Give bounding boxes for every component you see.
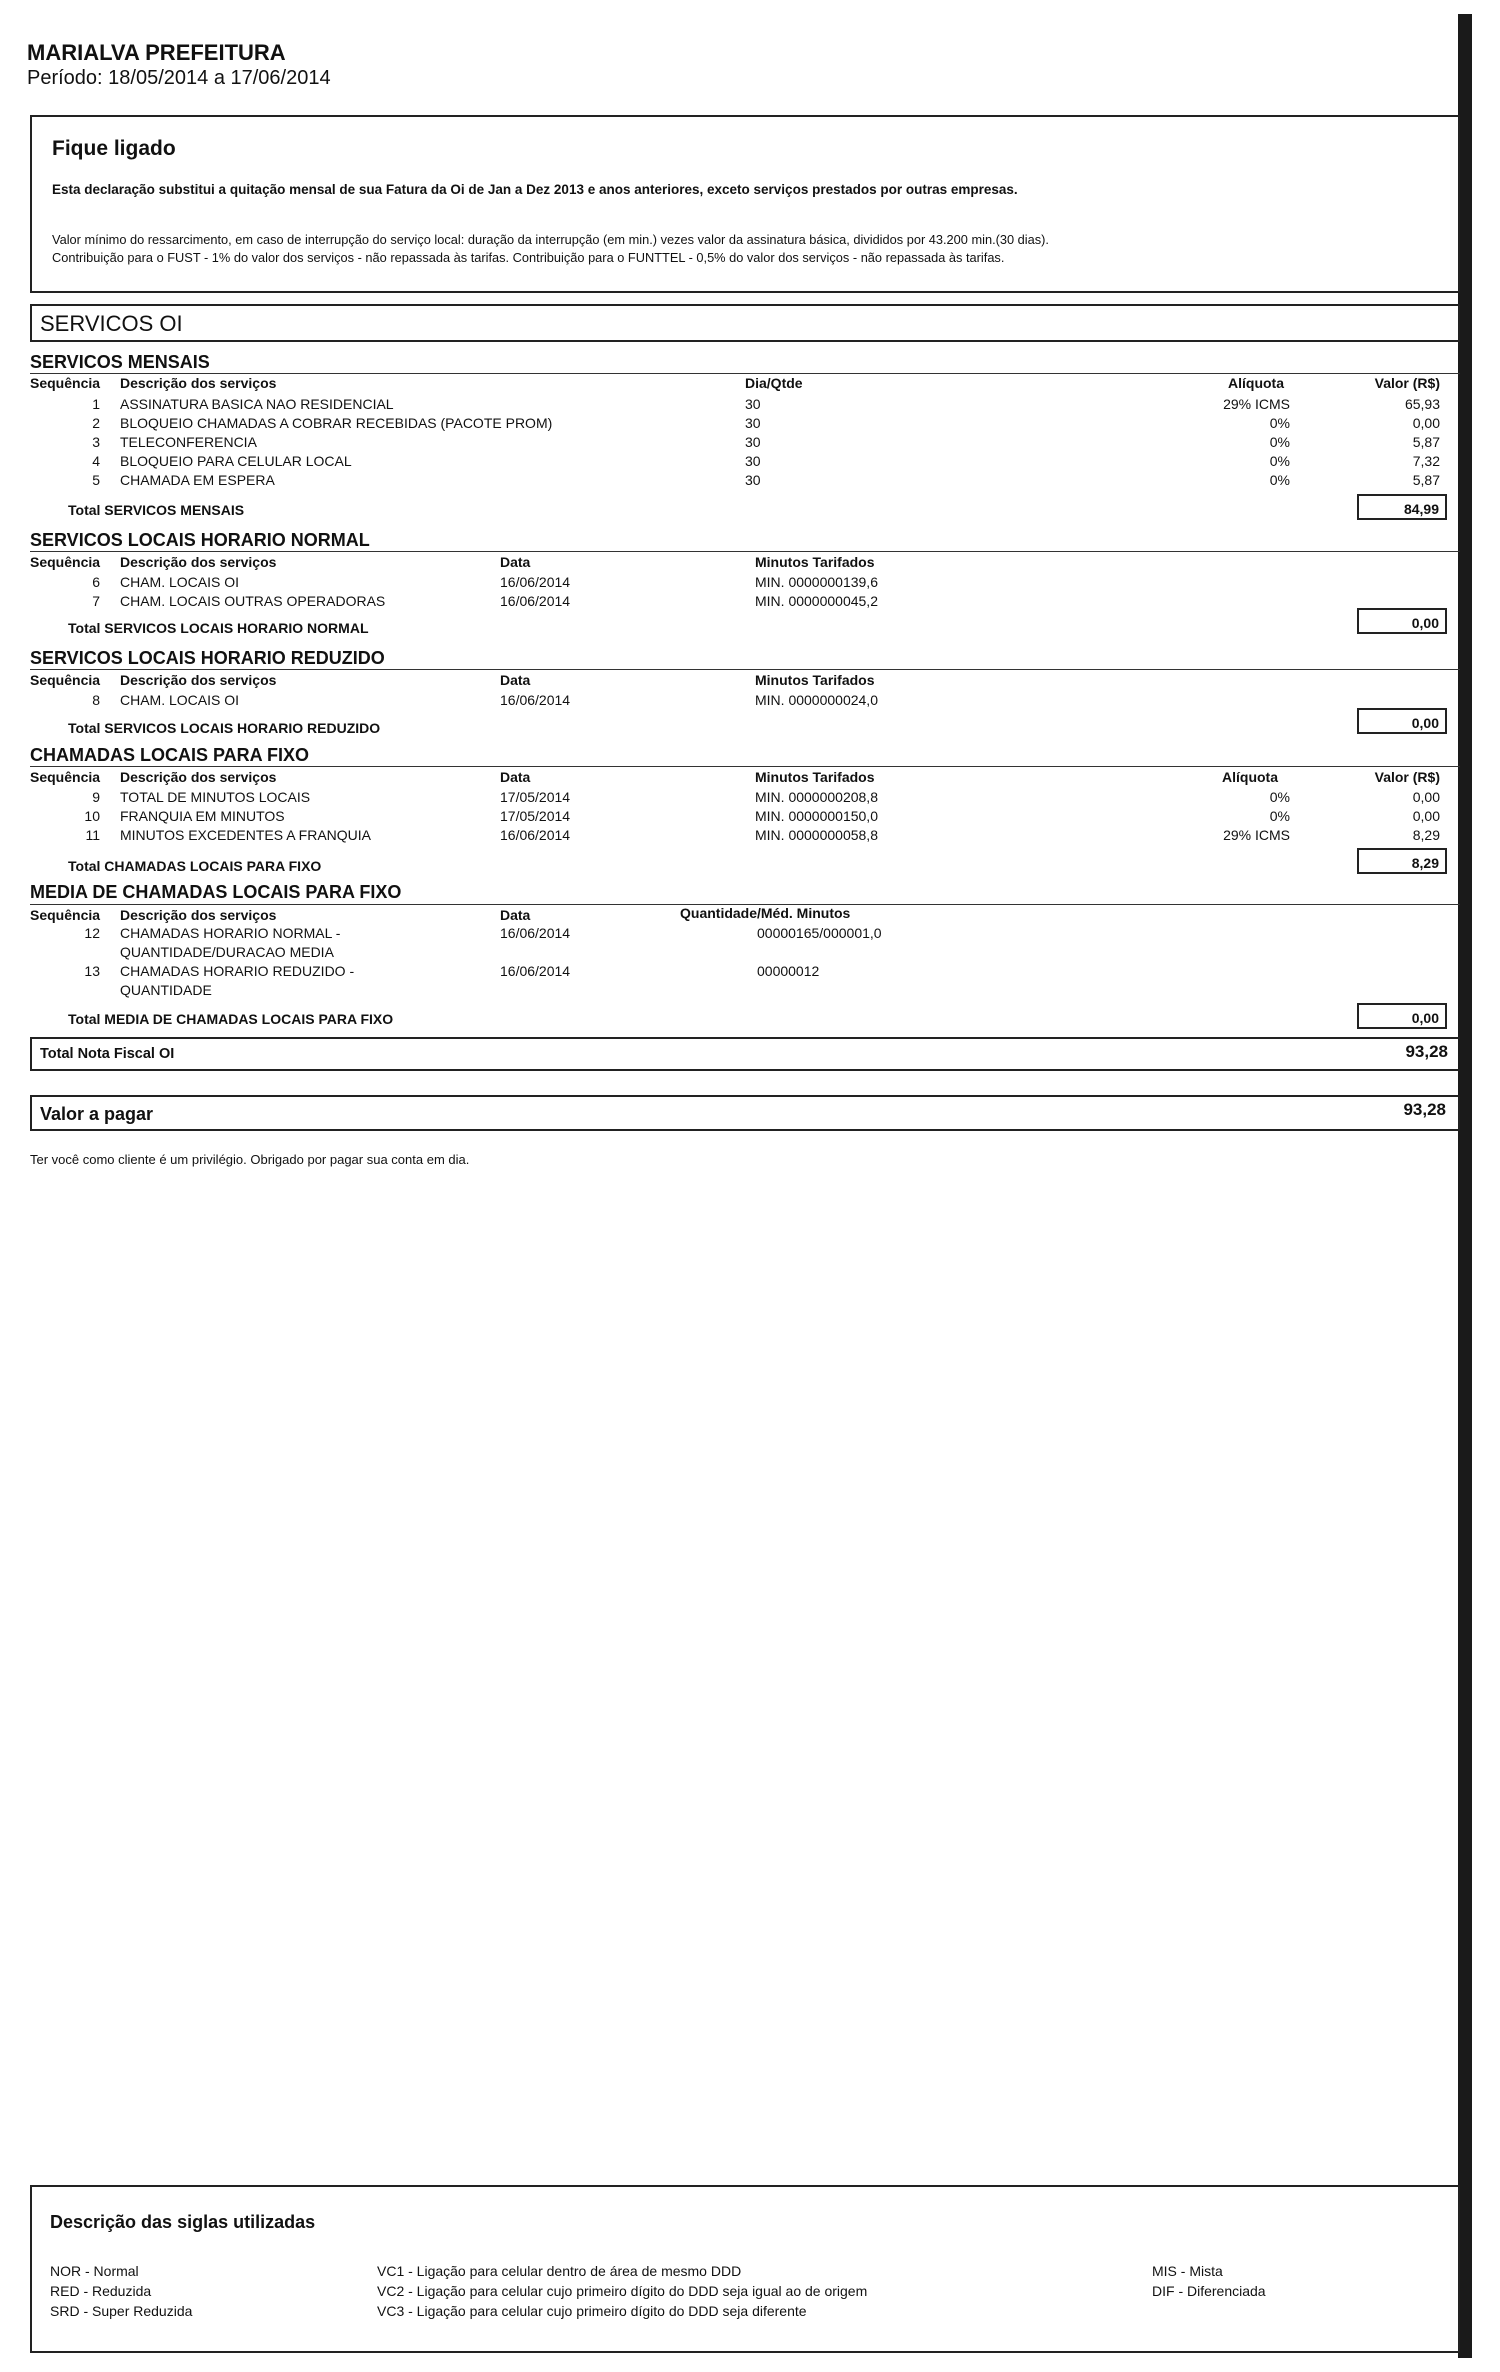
section-total-value: 0,00 [1357,708,1447,734]
row-date: 16/06/2014 [500,827,571,843]
abbreviation-item: DIF - Diferenciada [1152,2283,1266,2299]
col-header: Minutos Tarifados [755,554,875,570]
notice-text: Esta declaração substitui a quitação mensal de sua Fatura da Oi de Jan a Dez 2013 e anos anteriores, exceto serviços prestados por outras empresas. [52,182,1018,197]
abbreviation-item: VC3 - Ligação para celular cujo primeiro dígito do DDD seja diferente [377,2303,807,2319]
row-date: 17/05/2014 [500,789,571,805]
row-desc: CHAM. LOCAIS OI [120,692,240,708]
section-total-value: 84,99 [1357,494,1447,520]
row-qtde: 30 [745,396,761,412]
row-seq: 2 [92,415,100,431]
section-title: SERVICOS LOCAIS HORARIO NORMAL [30,530,370,550]
abbreviation-item: NOR - Normal [50,2263,139,2279]
row-seq: 11 [85,827,100,843]
row-seq: 9 [92,789,100,805]
row-desc: BLOQUEIO PARA CELULAR LOCAL [120,453,352,469]
abbreviation-item: RED - Reduzida [50,2283,152,2299]
section-total-label: Total CHAMADAS LOCAIS PARA FIXO [68,858,322,874]
col-header: Minutos Tarifados [755,672,875,688]
billing-period: Período: 18/05/2014 a 17/06/2014 [27,67,331,89]
row-seq: 5 [92,472,100,488]
col-header: Data [500,672,531,688]
row-valor: 65,93 [1404,396,1440,412]
col-header: Sequência [30,769,101,785]
row-qtde: 30 [745,434,761,450]
row-date: 16/06/2014 [500,963,571,979]
row-desc: CHAM. LOCAIS OI [120,574,240,590]
row-valor: 0,00 [1412,808,1440,824]
amount-due-value: 93,28 [1403,1100,1446,1119]
row-aliquota: 0% [1269,808,1290,824]
col-header: Minutos Tarifados [755,769,875,785]
section-title: SERVICOS LOCAIS HORARIO REDUZIDO [30,648,385,668]
section-divider [30,373,1460,374]
abbreviations-title: Descrição das siglas utilizadas [50,2212,316,2232]
row-date: 16/06/2014 [500,925,571,941]
col-header: Sequência [30,554,101,570]
row-aliquota: 0% [1269,789,1290,805]
section-total-value: 0,00 [1357,608,1447,634]
row-minutes: MIN. 0000000058,8 [755,827,878,843]
row-aliquota: 0% [1269,434,1290,450]
row-qtde: 30 [745,453,761,469]
section-total-label: Total MEDIA DE CHAMADAS LOCAIS PARA FIXO [68,1011,394,1027]
col-header: Data [500,907,531,923]
col-header: Quantidade/Méd. Minutos [680,905,851,921]
row-desc: CHAMADAS HORARIO REDUZIDO - [120,963,355,979]
col-header: Descrição dos serviços [120,554,277,570]
row-desc: QUANTIDADE/DURACAO MEDIA [120,944,334,960]
section-total-value: 0,00 [1357,1003,1447,1029]
section-total-label: Total SERVICOS LOCAIS HORARIO REDUZIDO [68,720,381,736]
col-header: Descrição dos serviços [120,907,277,923]
row-minutes: MIN. 0000000150,0 [755,808,878,824]
row-seq: 3 [92,434,100,450]
row-seq: 7 [92,593,100,609]
row-desc: CHAMADAS HORARIO NORMAL - [120,925,341,941]
total-invoice-value: 93,28 [1405,1042,1448,1061]
row-date: 16/06/2014 [500,692,571,708]
row-desc: TELECONFERENCIA [120,434,257,450]
row-seq: 1 [92,396,100,412]
col-header: Alíquota [1222,769,1278,785]
col-header: Sequência [30,907,101,923]
section-divider [30,669,1460,670]
amount-due-label: Valor a pagar [40,1104,154,1124]
row-quantity: 00000012 [757,963,820,979]
row-minutes: MIN. 0000000045,2 [755,593,878,609]
notice-text: Valor mínimo do ressarcimento, em caso de interrupção do serviço local: duração da interrupção (em min.) vezes valor da assinatura básica, divididos por 43.200 min.(30 dias). [52,232,1049,247]
row-aliquota: 29% ICMS [1223,396,1290,412]
row-valor: 8,29 [1412,827,1440,843]
row-desc: FRANQUIA EM MINUTOS [120,808,285,824]
abbreviation-item: VC1 - Ligação para celular dentro de área de mesmo DDD [377,2263,742,2279]
total-invoice-box [30,1037,1460,1071]
row-qtde: 30 [745,415,761,431]
notice-title: Fique ligado [52,137,176,160]
services-title: SERVICOS OI [40,311,183,336]
row-seq: 4 [92,453,100,469]
amount-due-box [30,1095,1460,1131]
services-header-box [30,304,1460,342]
row-aliquota: 0% [1269,472,1290,488]
row-desc: CHAM. LOCAIS OUTRAS OPERADORAS [120,593,386,609]
scan-edge-bar [1458,14,1472,2358]
total-invoice-label: Total Nota Fiscal OI [40,1046,175,1062]
section-total-label: Total SERVICOS LOCAIS HORARIO NORMAL [68,620,369,636]
row-desc: CHAMADA EM ESPERA [120,472,275,488]
section-title: CHAMADAS LOCAIS PARA FIXO [30,745,309,765]
section-title: MEDIA DE CHAMADAS LOCAIS PARA FIXO [30,882,402,902]
abbreviation-item: SRD - Super Reduzida [50,2303,193,2319]
col-header: Sequência [30,375,101,391]
row-valor: 7,32 [1412,453,1440,469]
row-valor: 0,00 [1412,789,1440,805]
row-desc: TOTAL DE MINUTOS LOCAIS [120,789,311,805]
section-title: SERVICOS MENSAIS [30,352,210,372]
row-quantity: 00000165/000001,0 [757,925,882,941]
row-date: 16/06/2014 [500,593,571,609]
col-header: Dia/Qtde [745,375,803,391]
row-seq: 13 [84,963,100,979]
abbreviation-item: MIS - Mista [1152,2263,1223,2279]
col-header: Descrição dos serviços [120,769,277,785]
row-date: 16/06/2014 [500,574,571,590]
col-header: Data [500,769,531,785]
section-divider [30,766,1460,767]
section-total-label: Total SERVICOS MENSAIS [68,502,245,518]
company-name: MARIALVA PREFEITURA [27,40,286,65]
abbreviations-box [30,2185,1460,2353]
row-aliquota: 0% [1269,453,1290,469]
row-seq: 12 [84,925,100,941]
row-minutes: MIN. 0000000208,8 [755,789,878,805]
row-qtde: 30 [745,472,761,488]
abbreviation-item: VC2 - Ligação para celular cujo primeiro dígito do DDD seja igual ao de origem [377,2283,868,2299]
row-minutes: MIN. 0000000139,6 [755,574,878,590]
col-header: Sequência [30,672,101,688]
row-aliquota: 0% [1269,415,1290,431]
section-divider [30,551,1460,552]
row-desc: QUANTIDADE [120,982,212,998]
row-date: 17/05/2014 [500,808,571,824]
row-desc: BLOQUEIO CHAMADAS A COBRAR RECEBIDAS (PACOTE PROM) [120,415,553,431]
section-total-value: 8,29 [1357,848,1447,874]
notice-text: Contribuição para o FUST - 1% do valor dos serviços - não repassada às tarifas. Contribuição para o FUNTTEL - 0,5% do valor dos serviços - não repassada às tarifas. [52,250,1005,265]
col-header: Descrição dos serviços [120,375,277,391]
col-header: Descrição dos serviços [120,672,277,688]
thank-you-note: Ter você como cliente é um privilégio. Obrigado por pagar sua conta em dia. [30,1152,470,1167]
row-desc: MINUTOS EXCEDENTES A FRANQUIA [120,827,372,843]
col-header: Data [500,554,531,570]
row-minutes: MIN. 0000000024,0 [755,692,878,708]
col-header: Valor (R$) [1374,769,1440,785]
row-desc: ASSINATURA BASICA NAO RESIDENCIAL [120,396,394,412]
col-header: Valor (R$) [1374,375,1440,391]
row-valor: 5,87 [1412,434,1440,450]
row-seq: 10 [84,808,100,824]
row-valor: 5,87 [1412,472,1440,488]
notice-box [30,115,1460,293]
row-seq: 6 [92,574,100,590]
row-seq: 8 [92,692,100,708]
row-aliquota: 29% ICMS [1223,827,1290,843]
col-header: Alíquota [1228,375,1284,391]
row-valor: 0,00 [1412,415,1440,431]
